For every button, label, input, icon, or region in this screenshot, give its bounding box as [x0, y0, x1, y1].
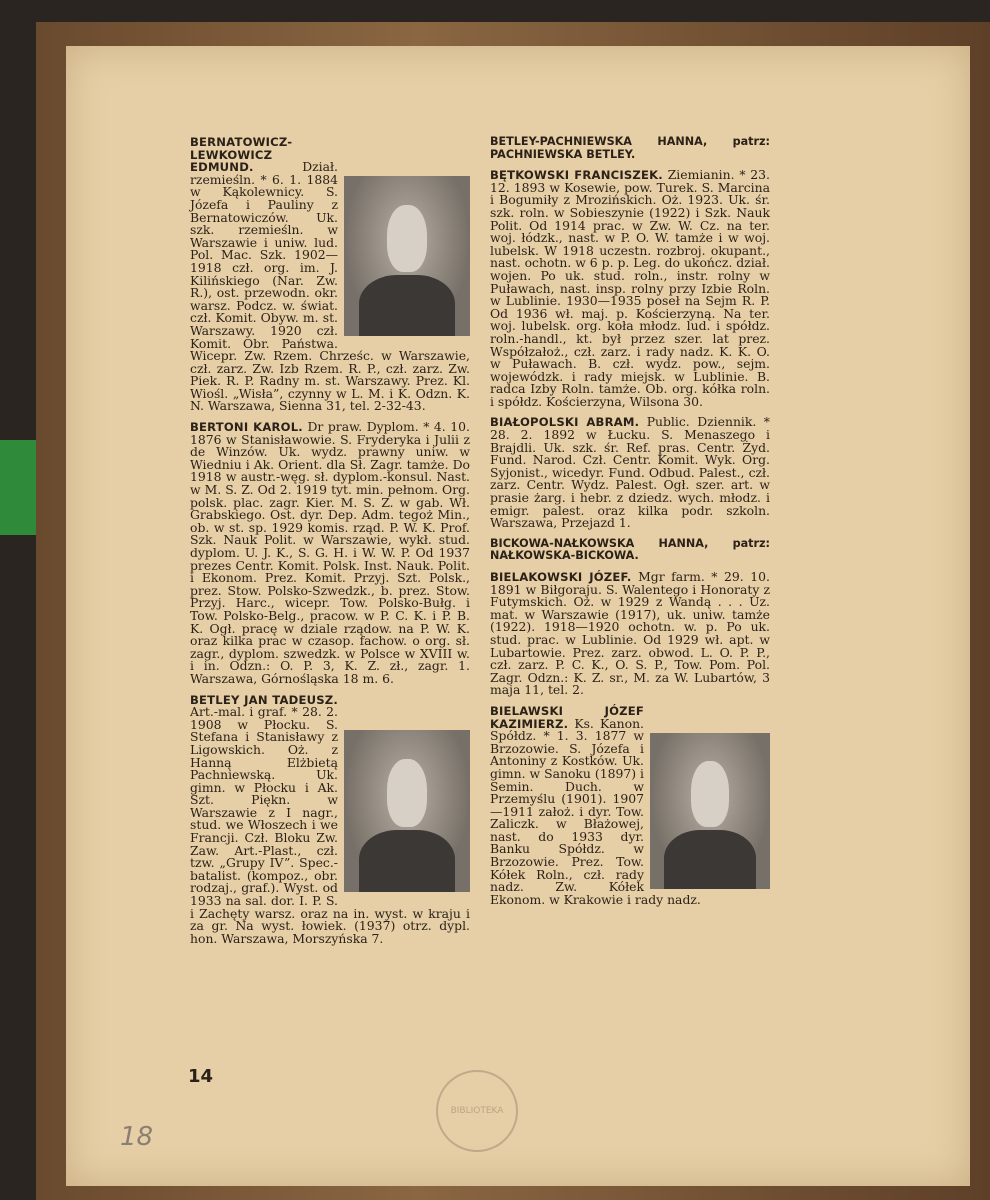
entry-betkowski	[490, 169, 770, 408]
entry-name: BIELAKOWSKI JÓZEF.	[490, 570, 632, 584]
entry-bielakowski	[490, 571, 770, 697]
green-tab	[0, 440, 36, 535]
entry-text: Dr praw. Dyplom. * 4. 10. 1876 w Stanisławowie. S. Fryderyka i Julii z de Winzów. Uk. wydz. prawny uniw. w Wiedniu i Ak. Orient. dla Sł. Zagr. tamże. Do 1918 w austr.-węg. sł. dyplom.-konsul. Nast. w M. S. Z. Od 2. 1919 tyt. min. pełnom. Org. polsk. plac. zagr. Kier. M. S. Z. w gab. Wł. Grabskiego. Ost. dyr. Dep. Adm. tegoż Min., ob. w st. sp. 1929 komis. rząd. P. W. K. Prof. Szk. Nauk Polit. w Warszawie, wykł. stud. dyplom. U. J. K., S. G. H. i W. W. P. Od 1937 prezes Centr. Komit. Polsk. Inst. Nauk. Polit. i Ekonom. Prez. Komit. Przyj. Szt. Polsk., prez. Stow. Polsko-Szwedzk., b. prez. Stow. Przyj. Harc., wicepr. Tow. Polsko-Bułg. i Tow. Polsko-Belg., pracow. w P. C. K. i P. B. K. Ogł. pracę w dziale rządow. na P. W. K. oraz kilka prac w czasop. fachow. o org. sł. zagr., dyplom. szwedzk. w Polsce w XVIII w. i in. Odzn.: O. P. 3, K. Z. zł., zagr. 1. Warszawa, Górnośląska 18 m. 6.	[190, 419, 470, 686]
cross-reference: BETLEY-PACHNIEWSKA HANNA, patrz: PACHNIEWSKA BETLEY.	[490, 135, 770, 161]
entry-name: BĘTKOWSKI FRANCISZEK.	[490, 168, 663, 183]
entry-betley	[190, 694, 470, 946]
entry-text: Art.-mal. i graf. * 28. 2. 1908 w Płocku. S. Stefana i Stanisławy z Ligowskich. Oż. z Hanną Elżbietą Pachniewską. Uk. gimn. w Płocku i Ak. Szt. Piękn. w Warszawie z I nagr., stud. we Włoszech i we Francji. Czł. Bloku Zw. Zaw. Art.-Plast., czł. tzw. „Grupy IV”. Spec.-batalist. (kompoz., obr. rodzaj., graf.). Wyst. od 1933 na sal. dor. I. P. S. i Zachęty warsz. oraz na in. wyst. w kraju i za gr. Na wyst. łowiek. (1937) otrz. dypl. hon. Warszawa, Morszyńska 7.	[190, 704, 470, 946]
left-column	[190, 136, 470, 953]
entry-text: Public. Dziennik. * 28. 2. 1892 w Łucku. S. Menaszego i Brajdli. Uk. szk. śr. Ref. pras. Centr. Żyd. Fund. Narod. Czł. Centr. Komit. Wyk. Org. Syjonist., wicedyr. Fund. Odbud. Palest., czł. zarz. Centr. Wydz. Palest. Ogł. szer. art. w prasie żarg. i hebr. z dziedz. wych. młodz. i emigr. palest. oraz kilka podr. szkoln. Warszawa, Przejazd 1.	[490, 414, 770, 531]
portrait-photo	[344, 176, 470, 336]
entry-bernatowicz	[190, 136, 470, 413]
entry-name: BIELAWSKI JÓZEF KAZIMIERZ.	[490, 703, 644, 731]
cross-reference: BICKOWA-NAŁKOWSKA HANNA, patrz: NAŁKOWSKA-BICKOWA.	[490, 536, 770, 563]
page-number: 14	[188, 1066, 214, 1087]
entry-name: BERTONI KAROL.	[190, 420, 303, 435]
entry-text: Ks. Kanon. Spółdz. * 1. 3. 1877 w Brzozowie. S. Józefa i Antoniny z Kostków. Uk. gimn. w Sanoku (1897) i Semin. Duch. w Przemyślu (1901). 1907—1911 założ. i dyr. Tow. Zaliczk. w Błażowej, nast. do 1933 dyr. Banku Spółdz. w Brzozowie. Prez. Tow. Kółek Roln., czł. rady nadz. Zw. Kółek Ekonom. w Krakowie i rady nadz.	[490, 715, 701, 907]
right-column	[490, 136, 770, 914]
entry-text: Dział. rzemieśln. * 6. 1. 1884 w Kąkolewnicy. S. Józefa i Pauliny z Bernatowiczów. Uk. szk. rzemieśln. w Warszawie i uniw. lud. Pol. Mac. Szk. 1902—1918 czł. org. im. J. Kilińskiego (Nar. Zw. R.), ost. przewodn. okr. warsz. Podcz. w. świat. czł. Komit. Obyw. m. st. Warszawy. 1920 czł. Komit. Obr. Państwa. Wicepr. Zw. Rzem. Chrześc. w Warszawie, czł. zarz. Zw. Izb Rzem. R. P., czł. zarz. Zw. Piek. R. P. Radny m. st. Warszawy. Prez. Kl. Wiośl. „Wisła”, czynny w L. M. i K. Odzn. K. N. Warszawa, Sienna 31, tel. 2-32-43.	[190, 159, 470, 414]
entry-text: Mgr farm. * 29. 10. 1891 w Biłgoraju. S. Walentego i Honoraty z Futymskich. Oż. w 1929 z Wandą . . . Uz. mat. w Warszawie (1917), uk. uniw. tamże (1922). 1918—1920 ochotn. w. p. Po uk. stud. prac. w Lublinie. Od 1929 wł. apt. w Lubartowie. Prez. zarz. obwod. L. O. P. P., czł. zarz. P. C. K., O. S. P., Tow. Pom. Pol. Zagr. Odzn.: K. Z. sr., M. za W. Lubartów, 3 maja 11, tel. 2.	[490, 569, 770, 698]
entry-name: BERNATOWICZ-LEWKOWICZ EDMUND.	[190, 135, 293, 175]
library-stamp: BIBLIOTEKA	[436, 1070, 518, 1152]
pencil-annotation: 18	[120, 1122, 154, 1152]
entry-name: BIAŁOPOLSKI ABRAM.	[490, 415, 640, 430]
portrait-photo	[344, 730, 470, 892]
entry-name: BETLEY JAN TADEUSZ.	[190, 692, 338, 707]
entry-bertoni	[190, 421, 470, 685]
entry-bielawski	[490, 705, 770, 907]
entry-text: Ziemianin. * 23. 12. 1893 w Kosewie, pow. Turek. S. Marcina i Bogumiły z Mrozińskich. Oż. 1923. Uk. śr. szk. roln. w Sobieszynie (1922) i Szk. Nauk Polit. Od 1914 prac. w Zw. W. Cz. na ter. woj. łódzk., nast. w P. O. W. tamże i w woj. lubelsk. W 1918 uczestn. rozbroj. okupant., nast. ochotn. w 6 p. p. Leg. do ukończ. dział. wojen. Po uk. stud. roln., instr. rolny w Puławach, nast. insp. rolny przy Izbie Roln. w Lublinie. 1930—1935 poseł na Sejm R. P. Od 1936 wł. maj. p. Kościerzyną. Na ter. woj. lubelsk. org. koła młodz. lud. i spółdz. roln.-handl., kt. był przez szer. lat prez. Współzałoż., czł. zarz. i rady nadz. K. K. O. w Puławach. B. czł. wydz. pow., sejm. wojewódzk. i rady miejsk. w Lublinie. B. radca Izby Roln. tamże. Ob. org. kółka roln. i spółdz. Kościerzyna, Wilsona 30.	[490, 167, 770, 409]
entry-bialopolski	[490, 416, 770, 529]
portrait-photo	[650, 733, 770, 889]
